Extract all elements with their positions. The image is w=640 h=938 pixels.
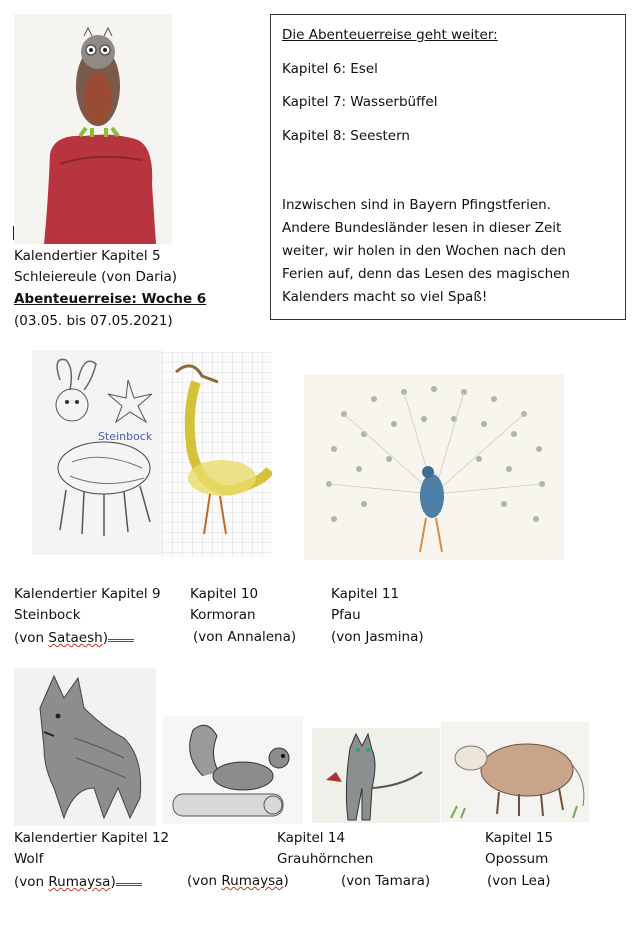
- info-paragraph-line: Ferien auf, denn das Lesen des magischen: [282, 266, 570, 282]
- kapitel9-author: (von Sataesh): [14, 627, 134, 648]
- info-item-kapitel-6: Kapitel 6: Esel: [282, 61, 378, 77]
- kapitel12-author: (von Rumaysa): [14, 871, 142, 892]
- kapitel11-author: (von Jasmina): [331, 629, 424, 645]
- kapitel11-title: Kapitel 11: [331, 586, 400, 602]
- kapitel14-animal: Grauhörnchen: [277, 851, 374, 867]
- info-item-kapitel-7: Kapitel 7: Wasserbüffel: [282, 94, 438, 110]
- kapitel12-animal: Wolf: [14, 851, 44, 867]
- kapitel14-title: Kapitel 14: [277, 830, 346, 846]
- info-box-title: Die Abenteuerreise geht weiter:: [282, 27, 498, 43]
- info-paragraph-line: Inzwischen sind in Bayern Pfingstferien.: [282, 197, 551, 213]
- kapitel10-title: Kapitel 10: [190, 586, 259, 602]
- info-paragraph-line: weiter, wir holen in den Wochen nach den: [282, 243, 566, 259]
- steinbock-drawing-label: Steinbock: [98, 430, 153, 443]
- kapitel12-title: Kalendertier Kapitel 12: [14, 830, 170, 846]
- steinbock-drawing: [32, 350, 162, 555]
- kapitel10-author: (von Annalena): [193, 629, 297, 645]
- wolf-drawing: [14, 668, 156, 826]
- info-paragraph-line: Kalenders macht so viel Spaß!: [282, 289, 488, 305]
- kapitel11-animal: Pfau: [331, 607, 361, 623]
- text-cursor: [13, 226, 14, 240]
- kapitel14-author-2: (von Tamara): [341, 873, 431, 889]
- kapitel9-animal: Steinbock: [14, 607, 81, 623]
- chapter5-caption-line1: Kalendertier Kapitel 5: [14, 248, 161, 264]
- week-dates: (03.05. bis 07.05.2021): [14, 313, 173, 329]
- opossum-drawing: [441, 722, 589, 822]
- info-item-kapitel-8: Kapitel 8: Seestern: [282, 128, 410, 144]
- kapitel15-animal: Opossum: [485, 851, 549, 867]
- kapitel14-author: (von Rumaysa): [187, 873, 289, 889]
- tamara-drawing: [312, 728, 440, 823]
- week-heading: Abenteuerreise: Woche 6: [14, 291, 207, 307]
- kapitel15-title: Kapitel 15: [485, 830, 554, 846]
- pfau-drawing: [304, 374, 564, 560]
- kapitel9-title: Kalendertier Kapitel 9: [14, 586, 161, 602]
- chapter5-caption-line2: Schleiereule (von Daria): [14, 269, 177, 285]
- owl-drawing: [14, 14, 172, 244]
- info-box: [270, 14, 626, 320]
- info-paragraph-line: Andere Bundesländer lesen in dieser Zeit: [282, 220, 562, 236]
- kapitel10-animal: Kormoran: [190, 607, 256, 623]
- kormoran-drawing: [162, 352, 272, 557]
- grauhoernchen-drawing: [163, 716, 303, 824]
- kapitel15-author: (von Lea): [487, 873, 551, 889]
